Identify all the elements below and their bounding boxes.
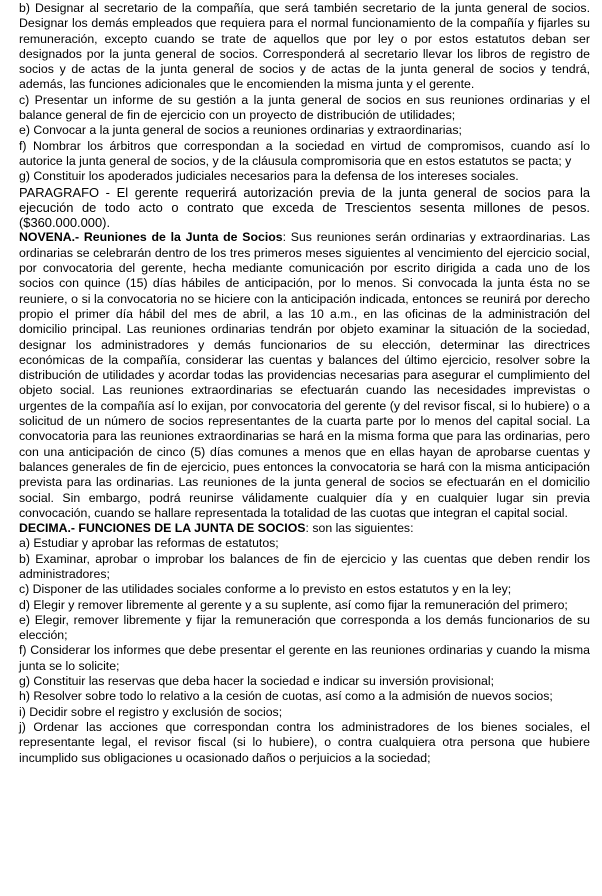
decima-item-f: f) Considerar los informes que debe presentar el gerente en las reuniones ordinarias y cuando la misma junta se lo solicite; bbox=[19, 643, 590, 673]
decima-item-a: a) Estudiar y aprobar las reformas de estatutos; bbox=[19, 536, 279, 551]
clause-b: b) Designar al secretario de la compañía, que será también secretario de la junta general de socios. Designar los demás empleados que requiera para el normal funcionamiento de la compañía y fijarles su remuneración, excepto cuando se trate de aquellos que por ley o por estos estatutos deban ser designados por la junta general de socios. Corresponderá al secretario llevar los libros de registro de socios y de actas de la junta general de socios y de actas de la junta general de socios y tendrá, además, las funciones adicionales que le encomienden la misma junta y el gerente. bbox=[19, 1, 590, 92]
paragrafo: PARAGRAFO - El gerente requerirá autorización previa de la junta general de socios para la ejecución de todo acto o contrato que exceda de Trescientos sesenta millones de pesos. ($360.000.000). bbox=[19, 184, 590, 231]
decima-item-i: i) Decidir sobre el registro y exclusión de socios; bbox=[19, 704, 283, 719]
clause-g: g) Constituir los apoderados judiciales necesarios para la defensa de los intereses sociales. bbox=[19, 169, 519, 184]
decima-item-c: c) Disponer de las utilidades sociales conforme a lo previsto en estos estatutos y en la ley; bbox=[19, 582, 512, 597]
clause-e: e) Convocar a la junta general de socios a reuniones ordinarias y extraordinarias; bbox=[19, 123, 462, 138]
novena-heading: NOVENA.- Reuniones de la Junta de Socios bbox=[19, 230, 283, 245]
clause-f: f) Nombrar los árbitros que correspondan a la sociedad en virtud de compromisos, cuando así lo autorice la junta general de socios, y de la cláusula compromisoria que en estos estatutos se pacta; y bbox=[19, 138, 590, 168]
decima-item-h: h) Resolver sobre todo lo relativo a la cesión de cuotas, así como a la admisión de nuevos socios; bbox=[19, 689, 553, 704]
novena-section bbox=[19, 230, 590, 521]
decima-item-e: e) Elegir, remover libremente y fijar la remuneración que corresponda a los demás funcionarios de su elección; bbox=[19, 612, 590, 643]
decima-heading: DECIMA.- FUNCIONES DE LA JUNTA DE SOCIOS bbox=[19, 521, 306, 536]
clause-c: c) Presentar un informe de su gestión a la junta general de socios en sus reuniones ordinarias y el balance general de fin de ejercicio con un proyecto de distribución de utilidades; bbox=[19, 92, 590, 123]
decima-item-g: g) Constituir las reservas que deba hacer la sociedad e indicar su inversión provisional; bbox=[19, 674, 495, 689]
decima-item-j: j) Ordenar las acciones que correspondan contra los administradores de los bienes sociales, el representante legal, el revisor fiscal (si lo hubiere), o contra cualquiera otra persona que hubiere incumplido sus obligaciones u ocasionado daños o perjuicios a la sociedad; bbox=[19, 719, 590, 765]
decima-text: : son las siguientes: bbox=[305, 521, 414, 536]
decima-section bbox=[19, 521, 590, 536]
decima-item-d: d) Elegir y remover libremente al gerente y a su suplente, así como fijar la remuneración del primero; bbox=[19, 597, 568, 612]
novena-text: : Sus reuniones serán ordinarias y extraordinarias. Las ordinarias se celebrarán dentro de los tres primeros meses siguientes al vencimiento del ejercicio social, por convocatoria del gerente, hecha mediante comunicación por escrito dirigida a cada uno de los socios con quince (15) días hábiles de anticipación, por lo menos. Si convocada la junta ésta no se reuniere, o si la convocatoria no se hiciere con la anticipación indicada, entonces se reunirá por derecho propio el primer día hábil del mes de abril, a las 10 a.m., en las oficinas de la administración del domicilio principal. Las reuniones ordinarias tendrán por objeto examinar la situación de la sociedad, designar los administradores y demás funcionarios de su elección, determinar las directrices económicas de la compañía, considerar las cuentas y balances del último ejercicio, resolver sobre la distribución de utilidades y acordar todas las providencias necesarias para asegurar el cumplimiento del objeto social. Las reuniones extraordinarias se efectuarán cuando las necesidades imprevistas o urgentes de la compañía así lo exijan, por convocatoria del gerente (y del revisor fiscal, si lo hubiere) o a solicitud de un número de socios representantes de la cuarta parte por lo menos del capital social. La convocatoria para las reuniones extraordinarias se hará en la misma forma que para las ordinarias, pero con una anticipación de cinco (5) días comunes a menos que en ellas hayan de aprobarse cuentas y balances generales de fin de ejercicio, pues entonces la convocatoria se hará con la misma anticipación prevista para las ordinarias. Las reuniones de la junta general de socios se efectuarán en el domicilio social. Sin embargo, podrá reunirse válidamente cualquier día y en cualquier lugar sin previa convocación, cuando se hallare representada la totalidad de las cuotas que integran el capital social. bbox=[19, 230, 590, 520]
decima-item-b: b) Examinar, aprobar o improbar los balances de fin de ejercicio y las cuentas que deben rendir los administradores; bbox=[19, 551, 590, 581]
